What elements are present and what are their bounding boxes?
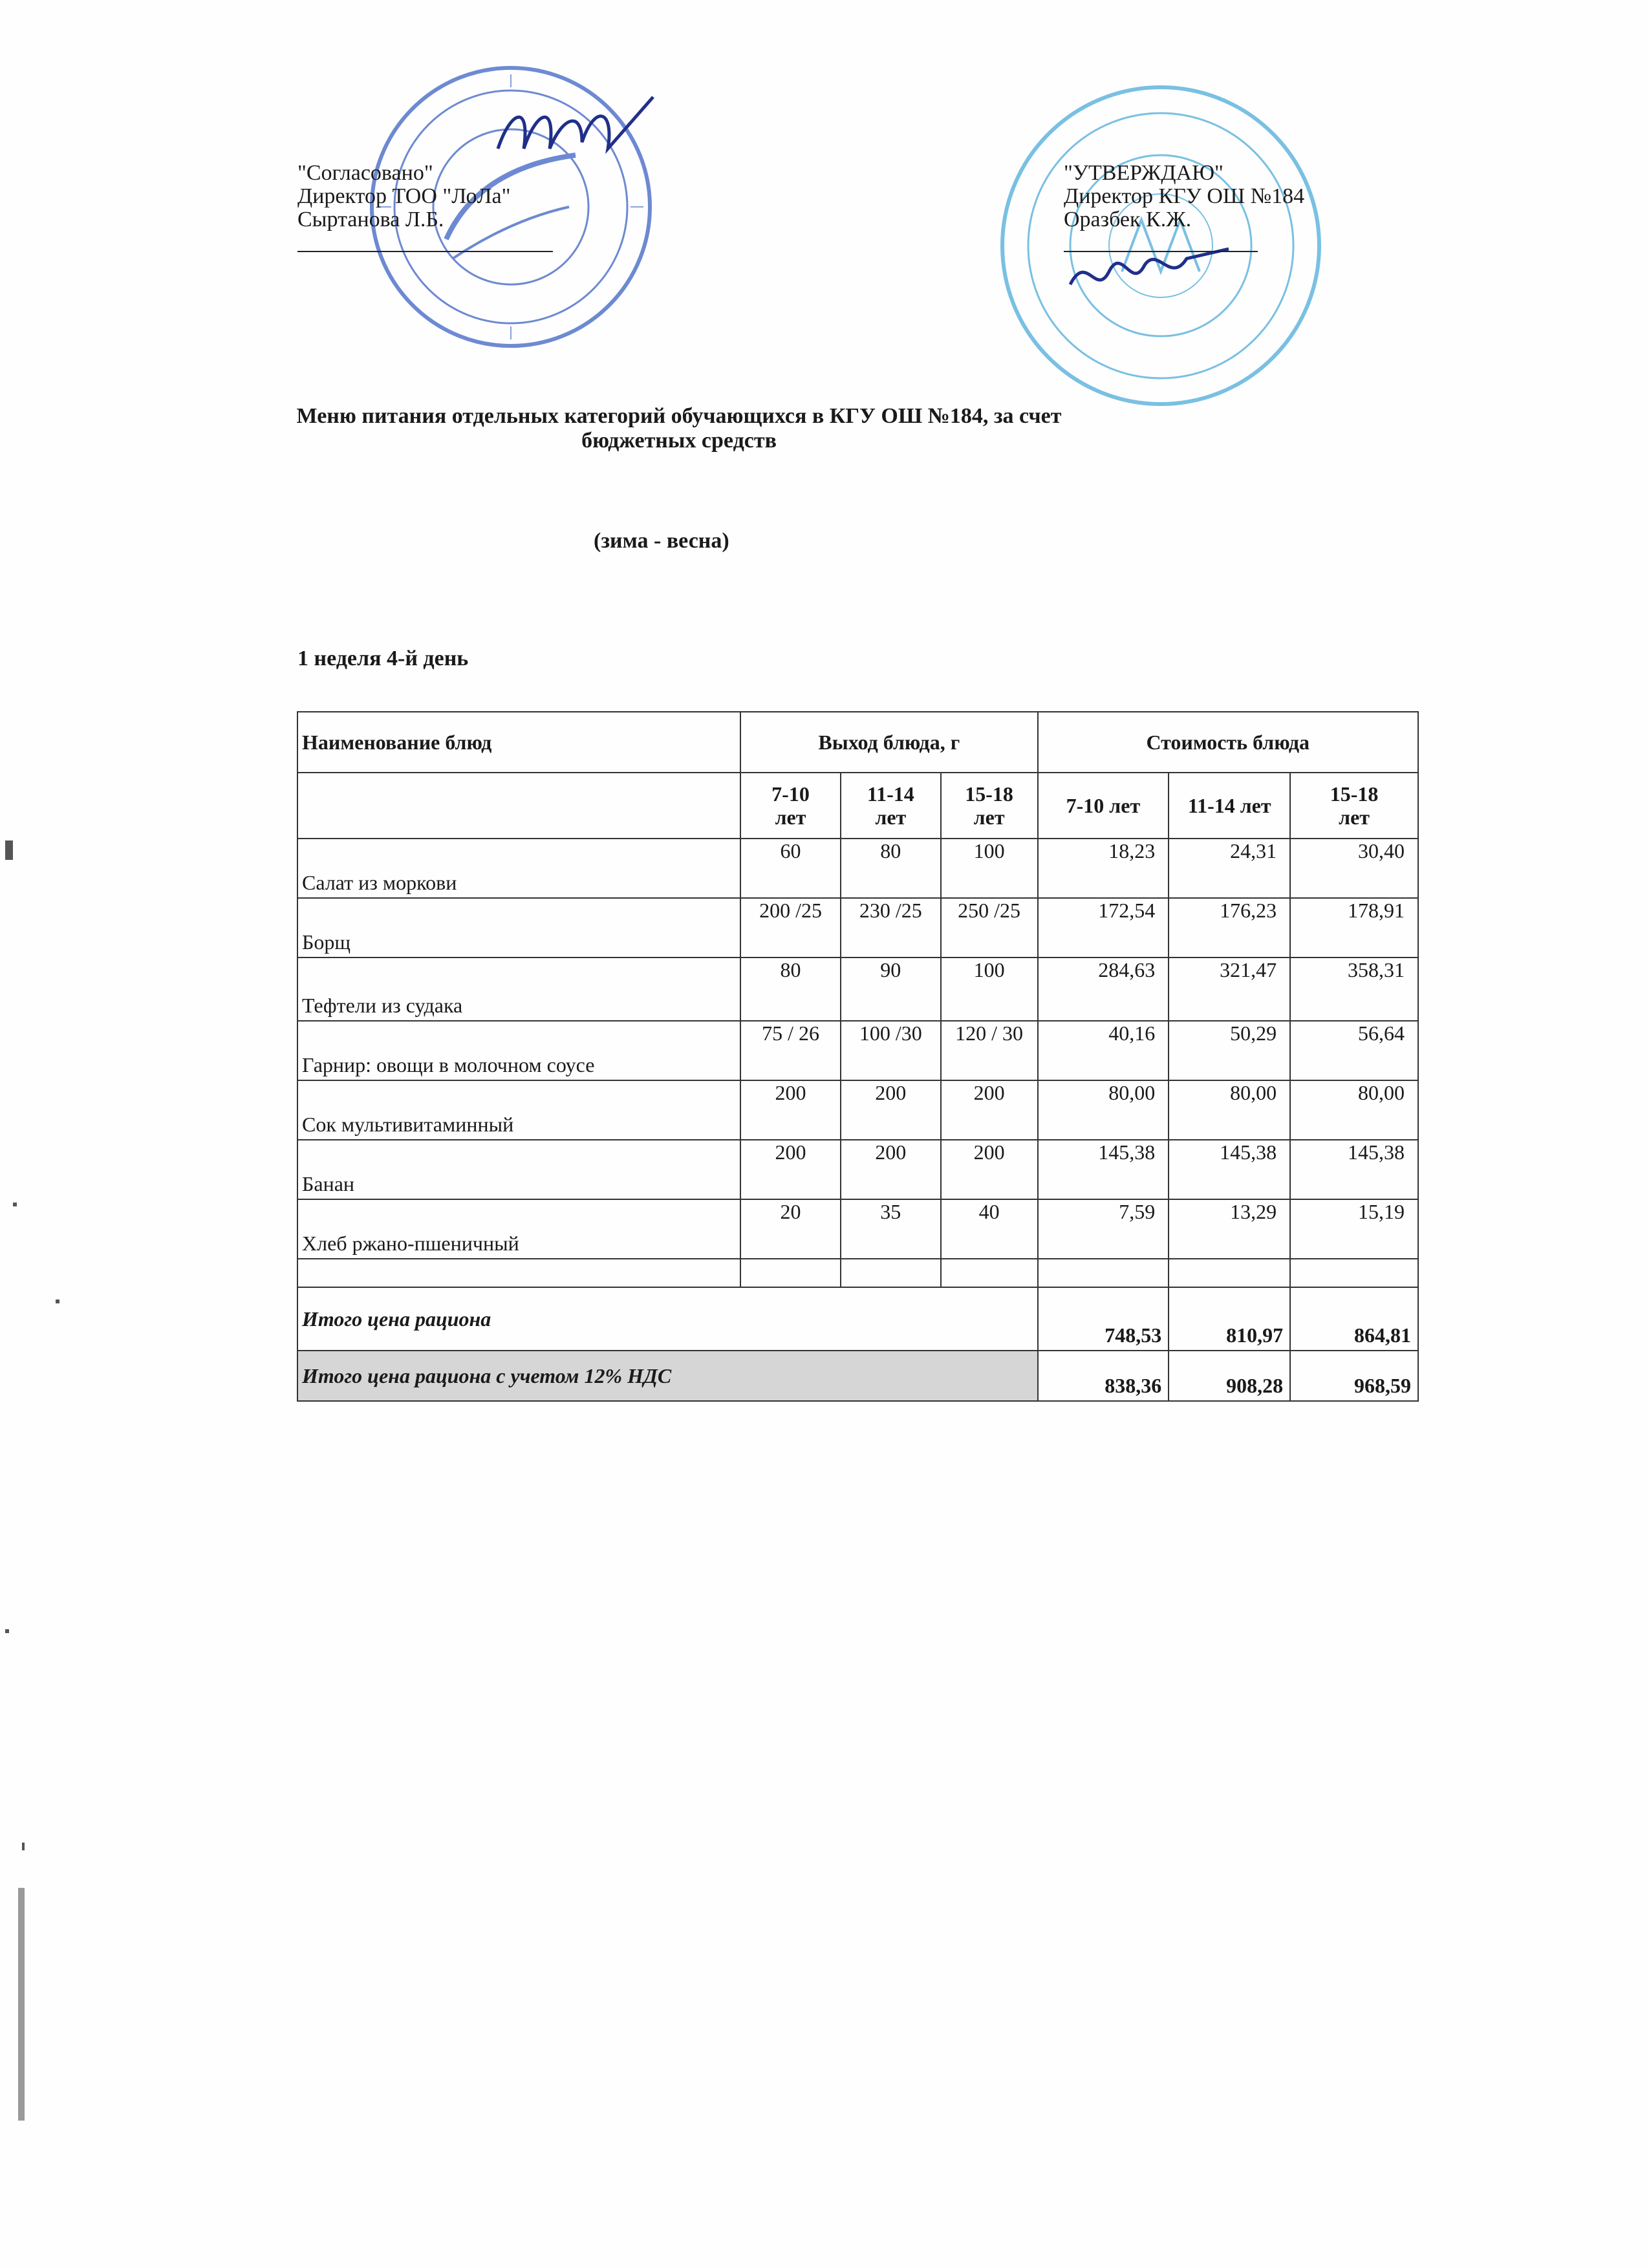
header-cost-15-18 xyxy=(1290,773,1418,839)
cost-7-10: 18,23 xyxy=(1038,839,1169,898)
cost-15-18: 80,00 xyxy=(1290,1080,1418,1140)
yield-15-18: 250 /25 xyxy=(941,898,1038,957)
empty-cell xyxy=(841,1259,941,1287)
scan-speck xyxy=(22,1843,25,1850)
total-row xyxy=(297,1287,1418,1351)
yield-7-10: 200 xyxy=(740,1080,841,1140)
table-row xyxy=(297,839,1418,898)
yield-11-14: 35 xyxy=(841,1199,941,1259)
yield-11-14: 90 xyxy=(841,957,941,1021)
scan-speck xyxy=(56,1300,59,1303)
total-11-14: 810,97 xyxy=(1169,1287,1290,1351)
scan-speck xyxy=(5,1629,9,1633)
empty-cell xyxy=(297,1259,740,1287)
approved-block xyxy=(1064,162,1304,252)
header-empty-cell xyxy=(297,773,740,839)
week-day-label: 1 неделя 4-й день xyxy=(297,647,469,670)
dish-name: Банан xyxy=(297,1140,740,1199)
cost-7-10: 284,63 xyxy=(1038,957,1169,1021)
cost-11-14: 24,31 xyxy=(1169,839,1290,898)
title-line-2: бюджетных средств xyxy=(581,429,777,453)
cost-15-18: 178,91 xyxy=(1290,898,1418,957)
table-row xyxy=(297,1080,1418,1140)
yield-15-18: 200 xyxy=(941,1140,1038,1199)
total-label: Итого цена рациона xyxy=(297,1287,1038,1351)
cost-11-14: 50,29 xyxy=(1169,1021,1290,1080)
cost-11-14: 13,29 xyxy=(1169,1199,1290,1259)
table-row xyxy=(297,1021,1418,1080)
table-row xyxy=(297,1199,1418,1259)
cost-11-14: 176,23 xyxy=(1169,898,1290,957)
empty-cell xyxy=(740,1259,841,1287)
yield-11-14: 200 xyxy=(841,1140,941,1199)
dish-name: Хлеб ржано-пшеничный xyxy=(297,1199,740,1259)
document-title xyxy=(259,404,1099,453)
table-row xyxy=(297,898,1418,957)
age-range: 11-14 xyxy=(867,782,914,806)
yield-11-14: 200 xyxy=(841,1080,941,1140)
header-dish-name: Наименование блюд xyxy=(297,712,740,773)
yield-11-14: 230 /25 xyxy=(841,898,941,957)
scan-speck xyxy=(5,840,13,860)
yield-7-10: 80 xyxy=(740,957,841,1021)
yield-15-18: 120 / 30 xyxy=(941,1021,1038,1080)
header-yield: Выход блюда, г xyxy=(740,712,1037,773)
header-yield-11-14 xyxy=(841,773,941,839)
cost-15-18: 358,31 xyxy=(1290,957,1418,1021)
yield-7-10: 75 / 26 xyxy=(740,1021,841,1080)
empty-cell xyxy=(1038,1259,1169,1287)
cost-15-18: 15,19 xyxy=(1290,1199,1418,1259)
total-vat-11-14: 908,28 xyxy=(1169,1351,1290,1401)
yield-11-14: 100 /30 xyxy=(841,1021,941,1080)
total-7-10: 748,53 xyxy=(1038,1287,1169,1351)
header-yield-7-10 xyxy=(740,773,841,839)
cost-7-10: 40,16 xyxy=(1038,1021,1169,1080)
cost-7-10: 172,54 xyxy=(1038,898,1169,957)
yield-11-14: 80 xyxy=(841,839,941,898)
table-header-row xyxy=(297,712,1418,773)
cost-11-14: 145,38 xyxy=(1169,1140,1290,1199)
yield-7-10: 60 xyxy=(740,839,841,898)
dish-name: Сок мультивитаминный xyxy=(297,1080,740,1140)
scan-speck xyxy=(13,1203,17,1206)
season-label: (зима - весна) xyxy=(594,529,729,553)
dish-name: Салат из моркови xyxy=(297,839,740,898)
cost-7-10: 80,00 xyxy=(1038,1080,1169,1140)
agreed-signature-line xyxy=(297,248,553,252)
yield-15-18: 100 xyxy=(941,839,1038,898)
cost-11-14: 80,00 xyxy=(1169,1080,1290,1140)
total-15-18: 864,81 xyxy=(1290,1287,1418,1351)
cost-15-18: 145,38 xyxy=(1290,1140,1418,1199)
header-cost-7-10: 7-10 лет xyxy=(1038,773,1169,839)
dish-name: Тефтели из судака xyxy=(297,957,740,1021)
yield-7-10: 200 /25 xyxy=(740,898,841,957)
cost-15-18: 30,40 xyxy=(1290,839,1418,898)
total-vat-label: Итого цена рациона с учетом 12% НДС xyxy=(297,1351,1038,1401)
scan-speck xyxy=(18,1888,25,2121)
empty-cell xyxy=(1169,1259,1290,1287)
yield-15-18: 40 xyxy=(941,1199,1038,1259)
cost-11-14: 321,47 xyxy=(1169,957,1290,1021)
cost-7-10: 145,38 xyxy=(1038,1140,1169,1199)
dish-name: Гарнир: овощи в молочном соусе xyxy=(297,1021,740,1080)
total-vat-row xyxy=(297,1351,1418,1401)
menu-table xyxy=(297,711,1419,1402)
total-vat-15-18: 968,59 xyxy=(1290,1351,1418,1401)
approved-label: "УТВЕРЖДАЮ" xyxy=(1064,161,1223,185)
cost-7-10: 7,59 xyxy=(1038,1199,1169,1259)
header-yield-15-18 xyxy=(941,773,1038,839)
header-cost: Стоимость блюда xyxy=(1038,712,1419,773)
approved-person: Оразбек К.Ж. xyxy=(1064,208,1192,231)
left-signature xyxy=(485,84,666,175)
yield-7-10: 20 xyxy=(740,1199,841,1259)
yield-7-10: 200 xyxy=(740,1140,841,1199)
yield-15-18: 200 xyxy=(941,1080,1038,1140)
table-row xyxy=(297,1140,1418,1199)
total-vat-7-10: 838,36 xyxy=(1038,1351,1169,1401)
header-cost-11-14: 11-14 лет xyxy=(1169,773,1290,839)
age-range: 15-18 xyxy=(965,782,1013,806)
table-row xyxy=(297,957,1418,1021)
empty-cell xyxy=(941,1259,1038,1287)
cost-15-18: 56,64 xyxy=(1290,1021,1418,1080)
dish-name: Борщ xyxy=(297,898,740,957)
agreed-label: "Согласовано" xyxy=(297,161,433,185)
title-line-1: Меню питания отдельных категорий обучающихся в КГУ ОШ №184, за счет xyxy=(296,404,1062,428)
table-age-header-row xyxy=(297,773,1418,839)
age-range: 15-18 xyxy=(1330,782,1379,806)
agreed-person: Сыртанова Л.Б. xyxy=(297,208,444,231)
table-empty-row xyxy=(297,1259,1418,1287)
age-unit: лет xyxy=(1339,806,1370,829)
empty-cell xyxy=(1290,1259,1418,1287)
approved-signature-line xyxy=(1064,248,1258,252)
agreed-block xyxy=(297,162,553,252)
age-unit: лет xyxy=(875,806,907,829)
age-unit: лет xyxy=(973,806,1005,829)
yield-15-18: 100 xyxy=(941,957,1038,1021)
age-unit: лет xyxy=(775,806,806,829)
age-range: 7-10 xyxy=(771,782,810,806)
agreed-position: Директор ТОО "ЛоЛа" xyxy=(297,184,511,208)
approved-position: Директор КГУ ОШ №184 xyxy=(1064,184,1305,208)
